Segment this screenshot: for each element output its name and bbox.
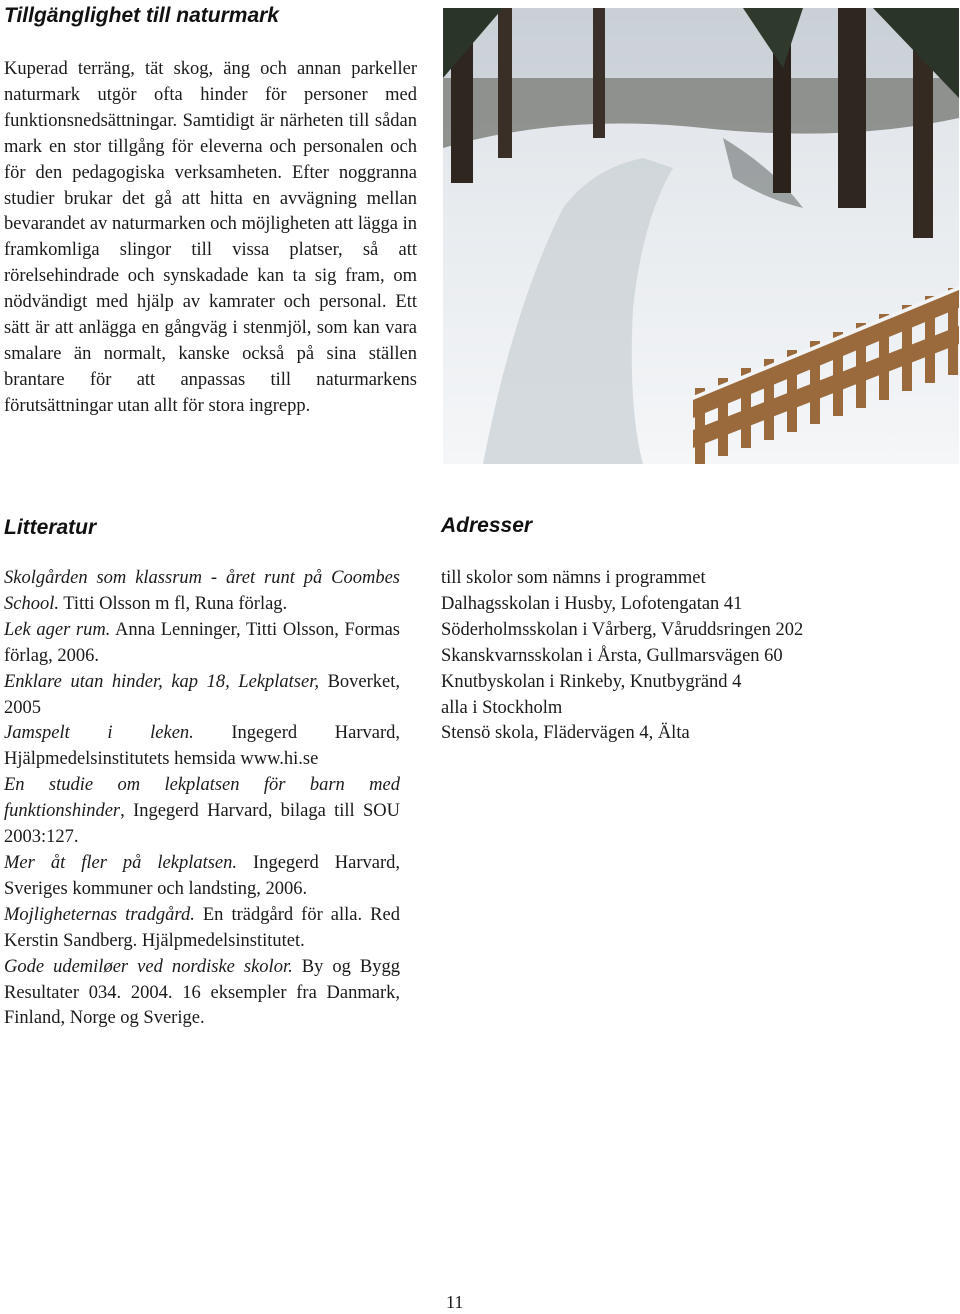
book-details: Ingegerd Harvard, Hjälpmedelsinstitutets hemsida www.hi.se	[4, 723, 400, 770]
address-line: Söderholmsskolan i Vårberg, Våruddsringen 202	[441, 619, 804, 640]
section-heading-accessibility: Tillgänglighet till naturmark	[4, 4, 279, 27]
book-title: En studie om lekplatsen för barn med funktionshinder	[4, 775, 400, 822]
literature-entry	[4, 903, 400, 955]
book-title: Gode udemiløer ved nordiske skolor.	[4, 956, 293, 977]
literature-entry	[4, 618, 400, 670]
literature-entry	[4, 851, 400, 903]
book-details: Ingegerd Harvard, Sveriges kommuner och landsting, 2006.	[4, 852, 400, 899]
address-line: Dalhagsskolan i Husby, Lofotengatan 41	[441, 593, 743, 614]
book-title: Jamspelt i leken.	[4, 723, 194, 744]
addresses-heading: Adresser	[441, 514, 533, 537]
address-line: alla i Stockholm	[441, 697, 563, 718]
literature-entry	[4, 566, 400, 618]
book-details: Titti Olsson m fl, Runa förlag.	[58, 593, 288, 614]
literature-entry	[4, 773, 400, 851]
literature-entry	[4, 721, 400, 773]
book-details: En trädgård för alla. Red Kerstin Sandberg. Hjälpmedelsinstitutet.	[4, 904, 400, 951]
literature-heading: Litteratur	[4, 516, 97, 539]
intro-paragraph: Kuperad terräng, tät skog, äng och annan parkeller naturmark utgör ofta hinder för personer med funktionsnedsättningar. Samtidigt är närheten till sådan mark en stor tillgång för eleverna och personalen och för den pedagogiska verksamheten. Efter noggranna studier brukar det gå att hitta en avvägning mellan bevarandet av naturmarken och möjligheten att lägga in framkomliga slingor till vissa platser, så att rörelsehindrade och synskadade kan ta sig fram, om nödvändigt med hjälp av kamrater och personal. Ett sätt är att anlägga en gångväg i stenmjöl, som kan vara smalare än normalt, kanske också på sina ställen brantare för att anpassas till naturmarkens förutsättningar utan allt för stora ingrepp.	[4, 59, 417, 416]
book-title: Lek ager rum.	[4, 619, 111, 640]
page-number: 11	[446, 1292, 464, 1312]
literature-entry	[4, 955, 400, 1033]
address-line: Skanskvarnsskolan i Årsta, Gullmarsvägen 60	[441, 645, 783, 666]
literature-list	[4, 566, 400, 1032]
book-details: , Ingegerd Harvard, bilaga till SOU 2003:127.	[4, 801, 400, 848]
address-line: Stensö skola, Flädervägen 4, Älta	[441, 723, 690, 744]
book-details: Anna Lenninger, Titti Olsson, Formas förlag, 2006.	[4, 619, 401, 666]
literature-entry	[4, 670, 400, 722]
book-title: Skolgården som klassrum - året runt på Coombes School.	[4, 568, 400, 614]
book-details: Boverket, 2005	[4, 671, 401, 718]
addresses-list	[441, 566, 941, 747]
address-line: Knutbyskolan i Rinkeby, Knutbygränd 4	[441, 671, 742, 692]
book-title: Enklare utan hinder, kap 18, Lekplatser,	[4, 671, 319, 692]
book-details: By og Bygg Resultater 034. 2004. 16 eksempler fra Danmark, Finland, Norge og Sverige.	[4, 956, 401, 1029]
book-title: Mer åt fler på lekplatsen.	[4, 852, 238, 873]
address-line: till skolor som nämns i programmet	[441, 568, 706, 588]
book-title: Mojligheternas tradgård.	[4, 904, 195, 925]
snowy-forest-photo	[443, 8, 959, 464]
